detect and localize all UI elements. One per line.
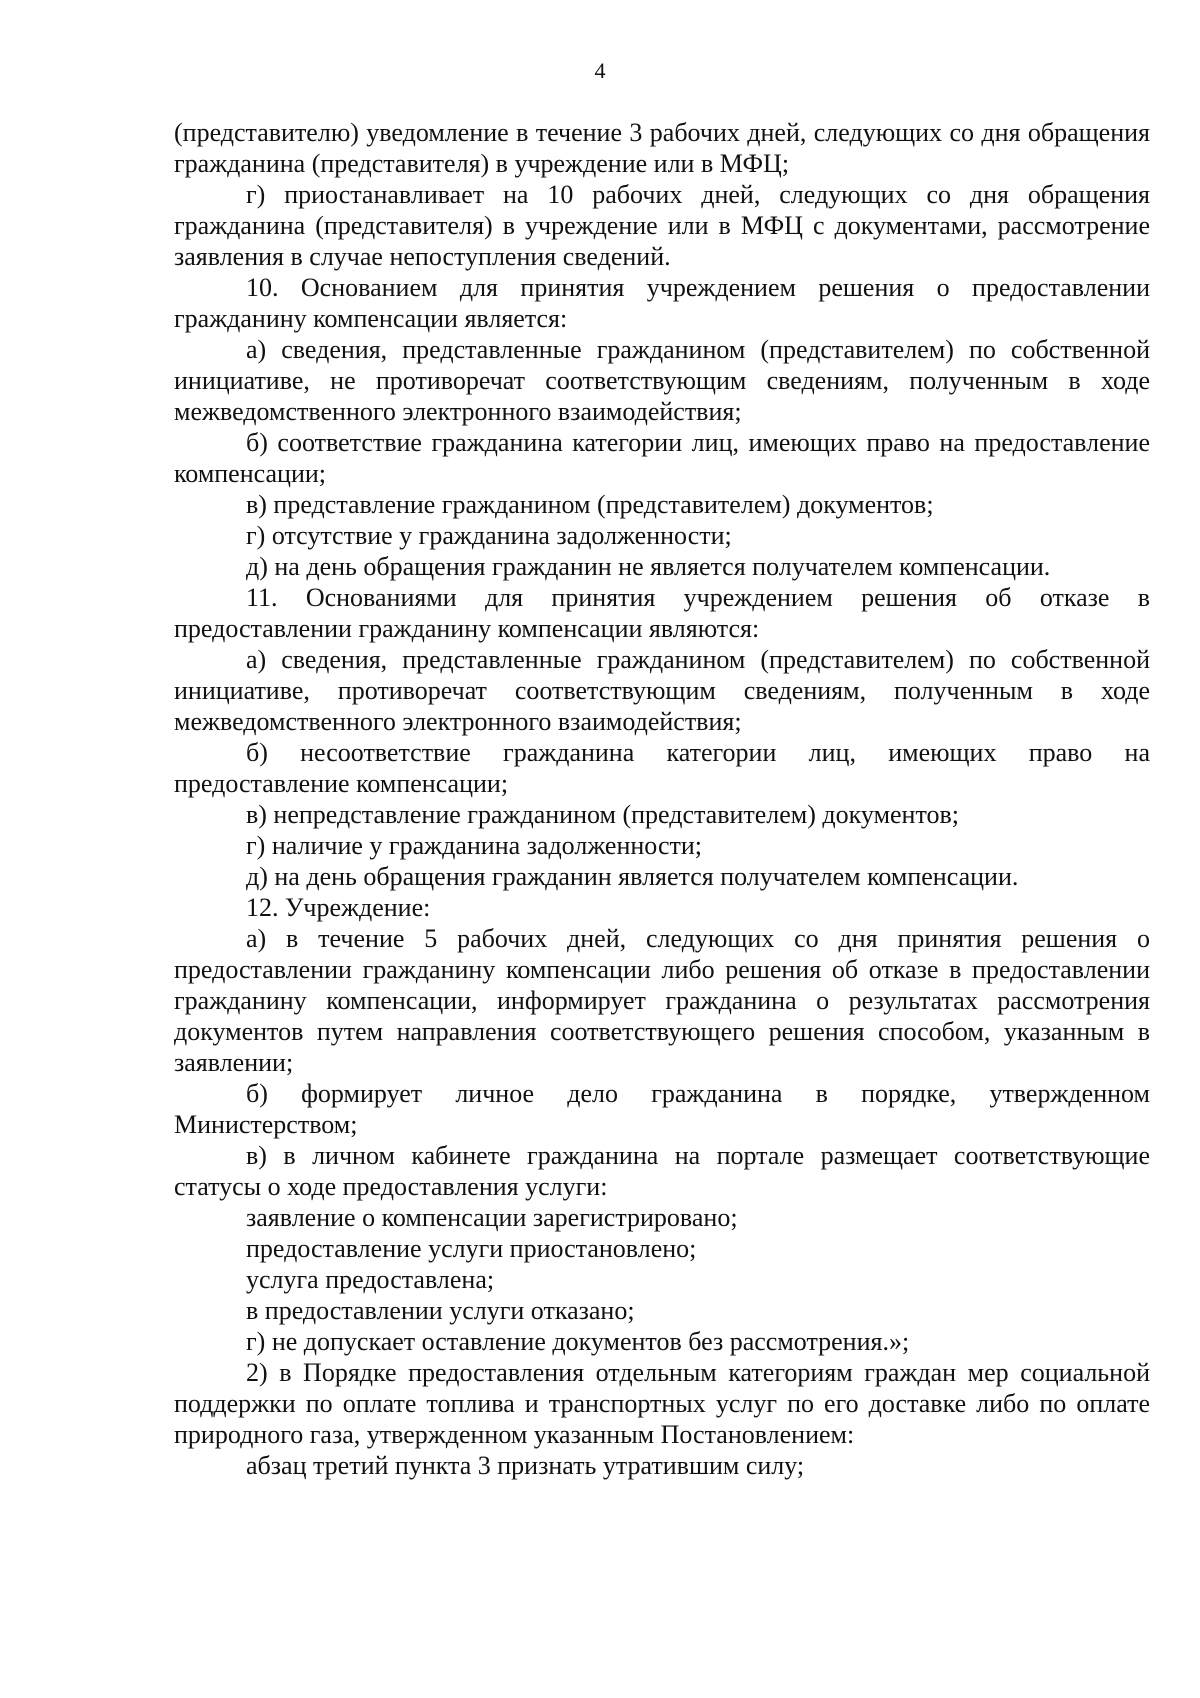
paragraph-item-g-suspends: г) приостанавливает на 10 рабочих дней, следующих со дня обращения гражданина (представителя) в учреждение или в МФЦ с документами, рассмотрение заявления в случае непоступления сведений. [174,180,1150,271]
status-item-suspended: предоставление услуги приостановлено; [246,1234,697,1263]
page-number: 4 [594,58,606,83]
paragraph-clause-11-b: б) несоответствие гражданина категории лиц, имеющих право на предоставление компенсации; [174,738,1150,798]
status-item-refused: в предоставлении услуги отказано; [246,1296,635,1325]
paragraph-clause-11-d: д) на день обращения гражданин является получателем компенсации. [246,862,1019,891]
paragraph-clause-12-v: в) в личном кабинете гражданина на портале размещает соответствующие статусы о ходе предоставления услуги: [174,1141,1150,1201]
paragraph-clause-12-a: а) в течение 5 рабочих дней, следующих со дня принятия решения о предоставлении гражданину компенсации либо решения об отказе в предоставлении гражданину компенсации, информирует гражданина о результатах рассмотрения документов путем направления соответствующего решения способом, указанным в заявлении; [174,924,1150,1077]
paragraph-clause-10-d: д) на день обращения гражданин не является получателем компенсации. [246,552,1051,581]
paragraph-clause-11-g: г) наличие у гражданина задолженности; [246,831,702,860]
status-item-registered: заявление о компенсации зарегистрировано; [246,1203,738,1232]
paragraph-clause-10-v: в) представление гражданином (представителем) документов; [246,490,934,519]
paragraph-clause-12-b: б) формирует личное дело гражданина в порядке, утвержденном Министерством; [174,1079,1150,1139]
paragraph-clause-10: 10. Основанием для принятия учреждением решения о предоставлении гражданину компенсации является: [174,273,1150,333]
paragraph-clause-11-v: в) непредставление гражданином (представителем) документов; [246,800,959,829]
paragraph-clause-12-g: г) не допускает оставление документов без рассмотрения.»; [246,1327,910,1356]
paragraph-clause-11-a: а) сведения, представленные гражданином (представителем) по собственной инициативе, противоречат соответствующим сведениям, полученным в ходе межведомственного электронного взаимодействия; [174,645,1150,736]
paragraph-clause-11: 11. Основаниями для принятия учреждением решения об отказе в предоставлении гражданину компенсации являются: [174,583,1150,643]
paragraph-continuation: (представителю) уведомление в течение 3 рабочих дней, следующих со дня обращения гражданина (представителя) в учреждение или в МФЦ; [174,118,1150,178]
paragraph-clause-10-b: б) соответствие гражданина категории лиц, имеющих право на предоставление компенсации; [174,428,1150,488]
document-body [174,117,1150,1481]
status-item-provided: услуга предоставлена; [246,1265,495,1294]
paragraph-clause-12: 12. Учреждение: [246,893,431,922]
paragraph-amendment-2: 2) в Порядке предоставления отдельным категориям граждан мер социальной поддержки по оплате топлива и транспортных услуг по его доставке либо по оплате природного газа, утвержденном указанным Постановлением: [174,1358,1150,1449]
paragraph-clause-10-g: г) отсутствие у гражданина задолженности; [246,521,732,550]
paragraph-amendment-2-line: абзац третий пункта 3 признать утратившим силу; [246,1451,805,1480]
paragraph-clause-10-a: а) сведения, представленные гражданином (представителем) по собственной инициативе, не противоречат соответствующим сведениям, полученным в ходе межведомственного электронного взаимодействия; [174,335,1150,426]
